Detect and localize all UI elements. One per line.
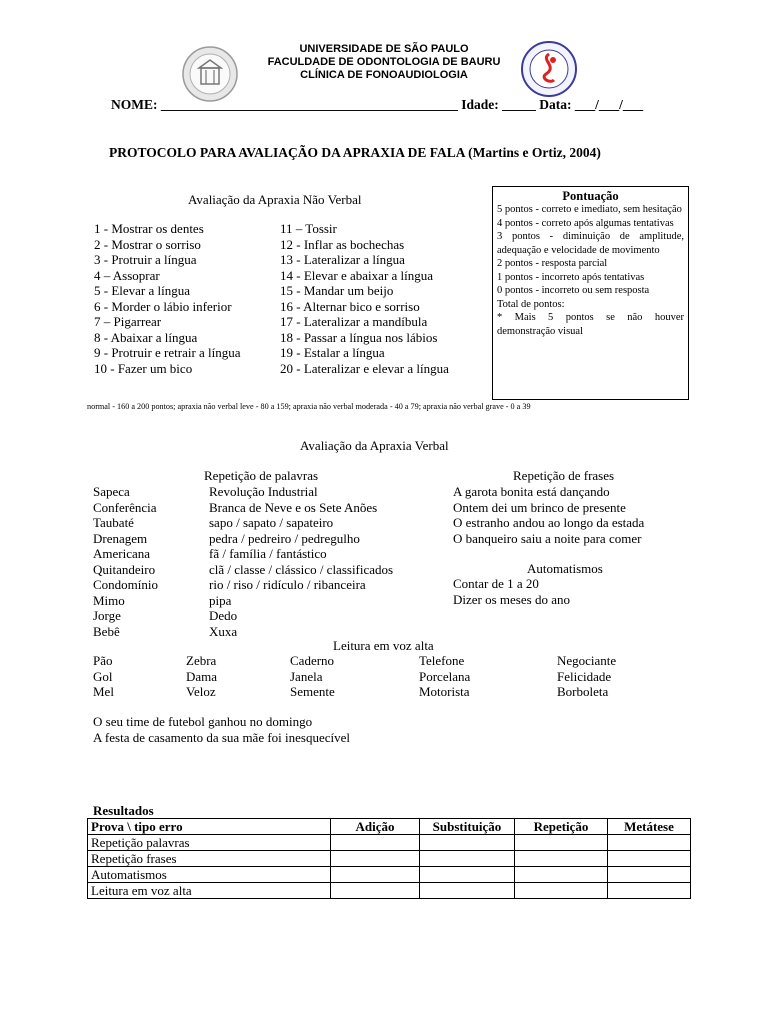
reading-word: Porcelana xyxy=(419,668,471,684)
list-item: 13 - Lateralizar a língua xyxy=(280,252,405,267)
list-item: Mimo xyxy=(93,592,125,608)
list-item: Quitandeiro xyxy=(93,561,156,577)
reading-word: Felicidade xyxy=(557,668,612,684)
scoring-line: 3 pontos - diminuição de amplitude, adequação e velocidade de movimento xyxy=(497,231,684,256)
column-header: Repetição xyxy=(515,819,608,835)
table-row xyxy=(88,867,691,883)
table-cell[interactable] xyxy=(331,835,420,851)
table-cell[interactable] xyxy=(420,851,515,867)
column-header: Prova \ tipo erro xyxy=(88,819,331,835)
sentence-list xyxy=(93,714,350,745)
list-item: 17 - Lateralizar a mandíbula xyxy=(280,314,428,329)
table-cell[interactable] xyxy=(608,883,691,899)
table-cell[interactable] xyxy=(515,835,608,851)
table-cell[interactable] xyxy=(515,883,608,899)
table-cell[interactable] xyxy=(331,867,420,883)
list-item: clã / classe / clássico / classificados xyxy=(209,561,394,577)
nonverbal-list-1 xyxy=(94,221,241,376)
scoring-line: * Mais 5 pontos se não houver demonstração visual xyxy=(497,312,684,337)
list-item: Revolução Industrial xyxy=(209,484,318,499)
verbal-heading: Avaliação da Apraxia Verbal xyxy=(300,438,449,453)
list-item: 18 - Passar a língua nos lábios xyxy=(280,329,438,345)
scoring-line: 4 pontos - correto após algumas tentativas xyxy=(497,217,674,229)
list-item: Sapeca xyxy=(93,484,130,499)
patient-info-line[interactable]: NOME: ____________________________________________ Idade: _____ Data: ___/___/___ xyxy=(111,97,644,112)
list-item: Jorge xyxy=(93,608,121,623)
list-item: Branca de Neve e os Sete Anões xyxy=(209,499,378,515)
table-cell[interactable] xyxy=(608,867,691,883)
list-item: Taubaté xyxy=(93,515,134,530)
column-header: Adição xyxy=(331,819,420,835)
table-cell[interactable] xyxy=(420,883,515,899)
phrase-repetition-heading: Repetição de frases xyxy=(513,468,615,483)
table-cell[interactable] xyxy=(515,851,608,867)
table-header-row xyxy=(88,819,691,835)
list-item: 12 - Inflar as bochechas xyxy=(280,236,405,252)
reading-word: Janela xyxy=(290,668,323,684)
row-label: Repetição frases xyxy=(88,851,331,867)
list-item: pedra / pedreiro / pedregulho xyxy=(209,530,360,546)
table-cell[interactable] xyxy=(420,867,515,883)
list-item: 5 - Elevar a língua xyxy=(94,283,191,298)
list-item: O banqueiro saiu a noite para comer xyxy=(453,530,642,546)
column-header: Metátese xyxy=(608,819,691,835)
list-item: A garota bonita está dançando xyxy=(453,484,610,499)
list-item: Xuxa xyxy=(209,623,238,639)
reading-heading: Leitura em voz alta xyxy=(333,638,434,653)
list-item: fã / família / fantástico xyxy=(209,546,327,561)
row-label: Leitura em voz alta xyxy=(88,883,331,899)
scoring-line: 0 pontos - incorreto ou sem resposta xyxy=(497,285,650,296)
list-item: Drenagem xyxy=(93,530,148,546)
automatisms-list xyxy=(453,576,570,607)
results-heading: Resultados xyxy=(93,803,154,818)
list-item: O seu time de futebol ganhou no domingo xyxy=(93,714,313,729)
list-item: Americana xyxy=(93,546,151,561)
nonverbal-heading: Avaliação da Apraxia Não Verbal xyxy=(188,192,362,207)
list-item: Bebê xyxy=(93,623,120,639)
scoring-title: Pontuação xyxy=(562,189,619,203)
list-item: Ontem dei um brinco de presente xyxy=(453,499,626,515)
list-item: 4 – Assoprar xyxy=(94,267,160,283)
scoring-box xyxy=(492,186,689,400)
list-item: pipa xyxy=(209,592,232,608)
list-item: Dedo xyxy=(209,608,238,623)
faculty-name: FACULDADE DE ODONTOLOGIA DE BAURU xyxy=(267,56,501,68)
list-item: 9 - Protruir e retrair a língua xyxy=(94,345,241,360)
list-item: 15 - Mandar um beijo xyxy=(280,283,394,298)
reading-word: Caderno xyxy=(290,653,335,668)
row-label: Repetição palavras xyxy=(88,835,331,851)
table-cell[interactable] xyxy=(515,867,608,883)
list-item: 8 - Abaixar a língua xyxy=(94,329,198,345)
reading-word: Zebra xyxy=(186,653,217,668)
list-item: 11 – Tossir xyxy=(280,221,337,236)
list-item: 19 - Estalar a língua xyxy=(280,345,385,360)
reading-word: Telefone xyxy=(419,653,465,668)
table-cell[interactable] xyxy=(331,883,420,899)
table-cell[interactable] xyxy=(420,835,515,851)
reading-word: Mel xyxy=(93,684,114,699)
list-item: 14 - Elevar e abaixar a língua xyxy=(280,267,434,283)
reading-word: Motorista xyxy=(419,684,470,699)
list-item: Dizer os meses do ano xyxy=(453,591,570,607)
protocol-title: PROTOCOLO PARA AVALIAÇÃO DA APRAXIA DE FALA (Martins e Ortiz, 2004) xyxy=(109,145,601,160)
reading-word: Gol xyxy=(93,668,113,684)
table-cell[interactable] xyxy=(608,851,691,867)
list-item: A festa de casamento da sua mãe foi inesquecível xyxy=(93,729,351,745)
list-item: rio / riso / ridículo / ribanceira xyxy=(209,577,366,592)
phrase-list xyxy=(453,484,644,546)
reading-word: Negociante xyxy=(557,653,617,668)
list-item: 3 - Protruir a língua xyxy=(94,252,197,267)
reading-word: Semente xyxy=(290,684,335,699)
list-item: 2 - Mostrar o sorriso xyxy=(94,236,201,252)
list-item: 16 - Alternar bico e sorriso xyxy=(280,298,420,314)
university-name: UNIVERSIDADE DE SÃO PAULO xyxy=(299,43,469,55)
list-item: 6 - Morder o lábio inferior xyxy=(94,298,232,314)
reading-word: Borboleta xyxy=(557,684,609,699)
table-row xyxy=(88,835,691,851)
list-item: sapo / sapato / sapateiro xyxy=(209,515,334,530)
list-item: Conferência xyxy=(93,499,157,515)
list-item: 20 - Lateralizar e elevar a língua xyxy=(280,360,449,376)
word-list-1 xyxy=(93,484,158,639)
table-row xyxy=(88,883,691,899)
word-list-2 xyxy=(209,484,393,639)
scoring-line: Total de pontos: xyxy=(497,298,565,310)
table-cell[interactable] xyxy=(608,835,691,851)
scoring-line: 2 pontos - resposta parcial xyxy=(497,258,608,269)
classification-note: normal - 160 a 200 pontos; apraxia não verbal leve - 80 a 159; apraxia não verbal moderada - 40 a 79; apraxia não verbal grave - 0 a 39 xyxy=(87,402,531,411)
results-table xyxy=(87,818,691,899)
table-row xyxy=(88,851,691,867)
reading-word: Pão xyxy=(93,653,113,668)
nonverbal-list-2 xyxy=(280,221,449,376)
word-repetition-heading: Repetição de palavras xyxy=(204,468,319,483)
row-label: Automatismos xyxy=(88,867,331,883)
reading-word: Veloz xyxy=(186,684,216,699)
list-item: O estranho andou ao longo da estada xyxy=(453,515,645,530)
scoring-line: 5 pontos - correto e imediato, sem hesitação xyxy=(497,204,682,215)
automatisms-heading: Automatismos xyxy=(527,561,603,576)
table-cell[interactable] xyxy=(331,851,420,867)
scoring-line: 1 pontos - incorreto após tentativas xyxy=(497,271,645,283)
list-item: 7 – Pigarrear xyxy=(94,314,162,329)
column-header: Substituição xyxy=(420,819,515,835)
list-item: 10 - Fazer um bico xyxy=(94,360,193,376)
clinic-name: CLÍNICA DE FONOAUDIOLOGIA xyxy=(300,69,468,81)
list-item: Contar de 1 a 20 xyxy=(453,576,539,591)
list-item: 1 - Mostrar os dentes xyxy=(94,221,204,236)
list-item: Condomínio xyxy=(93,577,159,592)
reading-word: Dama xyxy=(186,668,218,684)
